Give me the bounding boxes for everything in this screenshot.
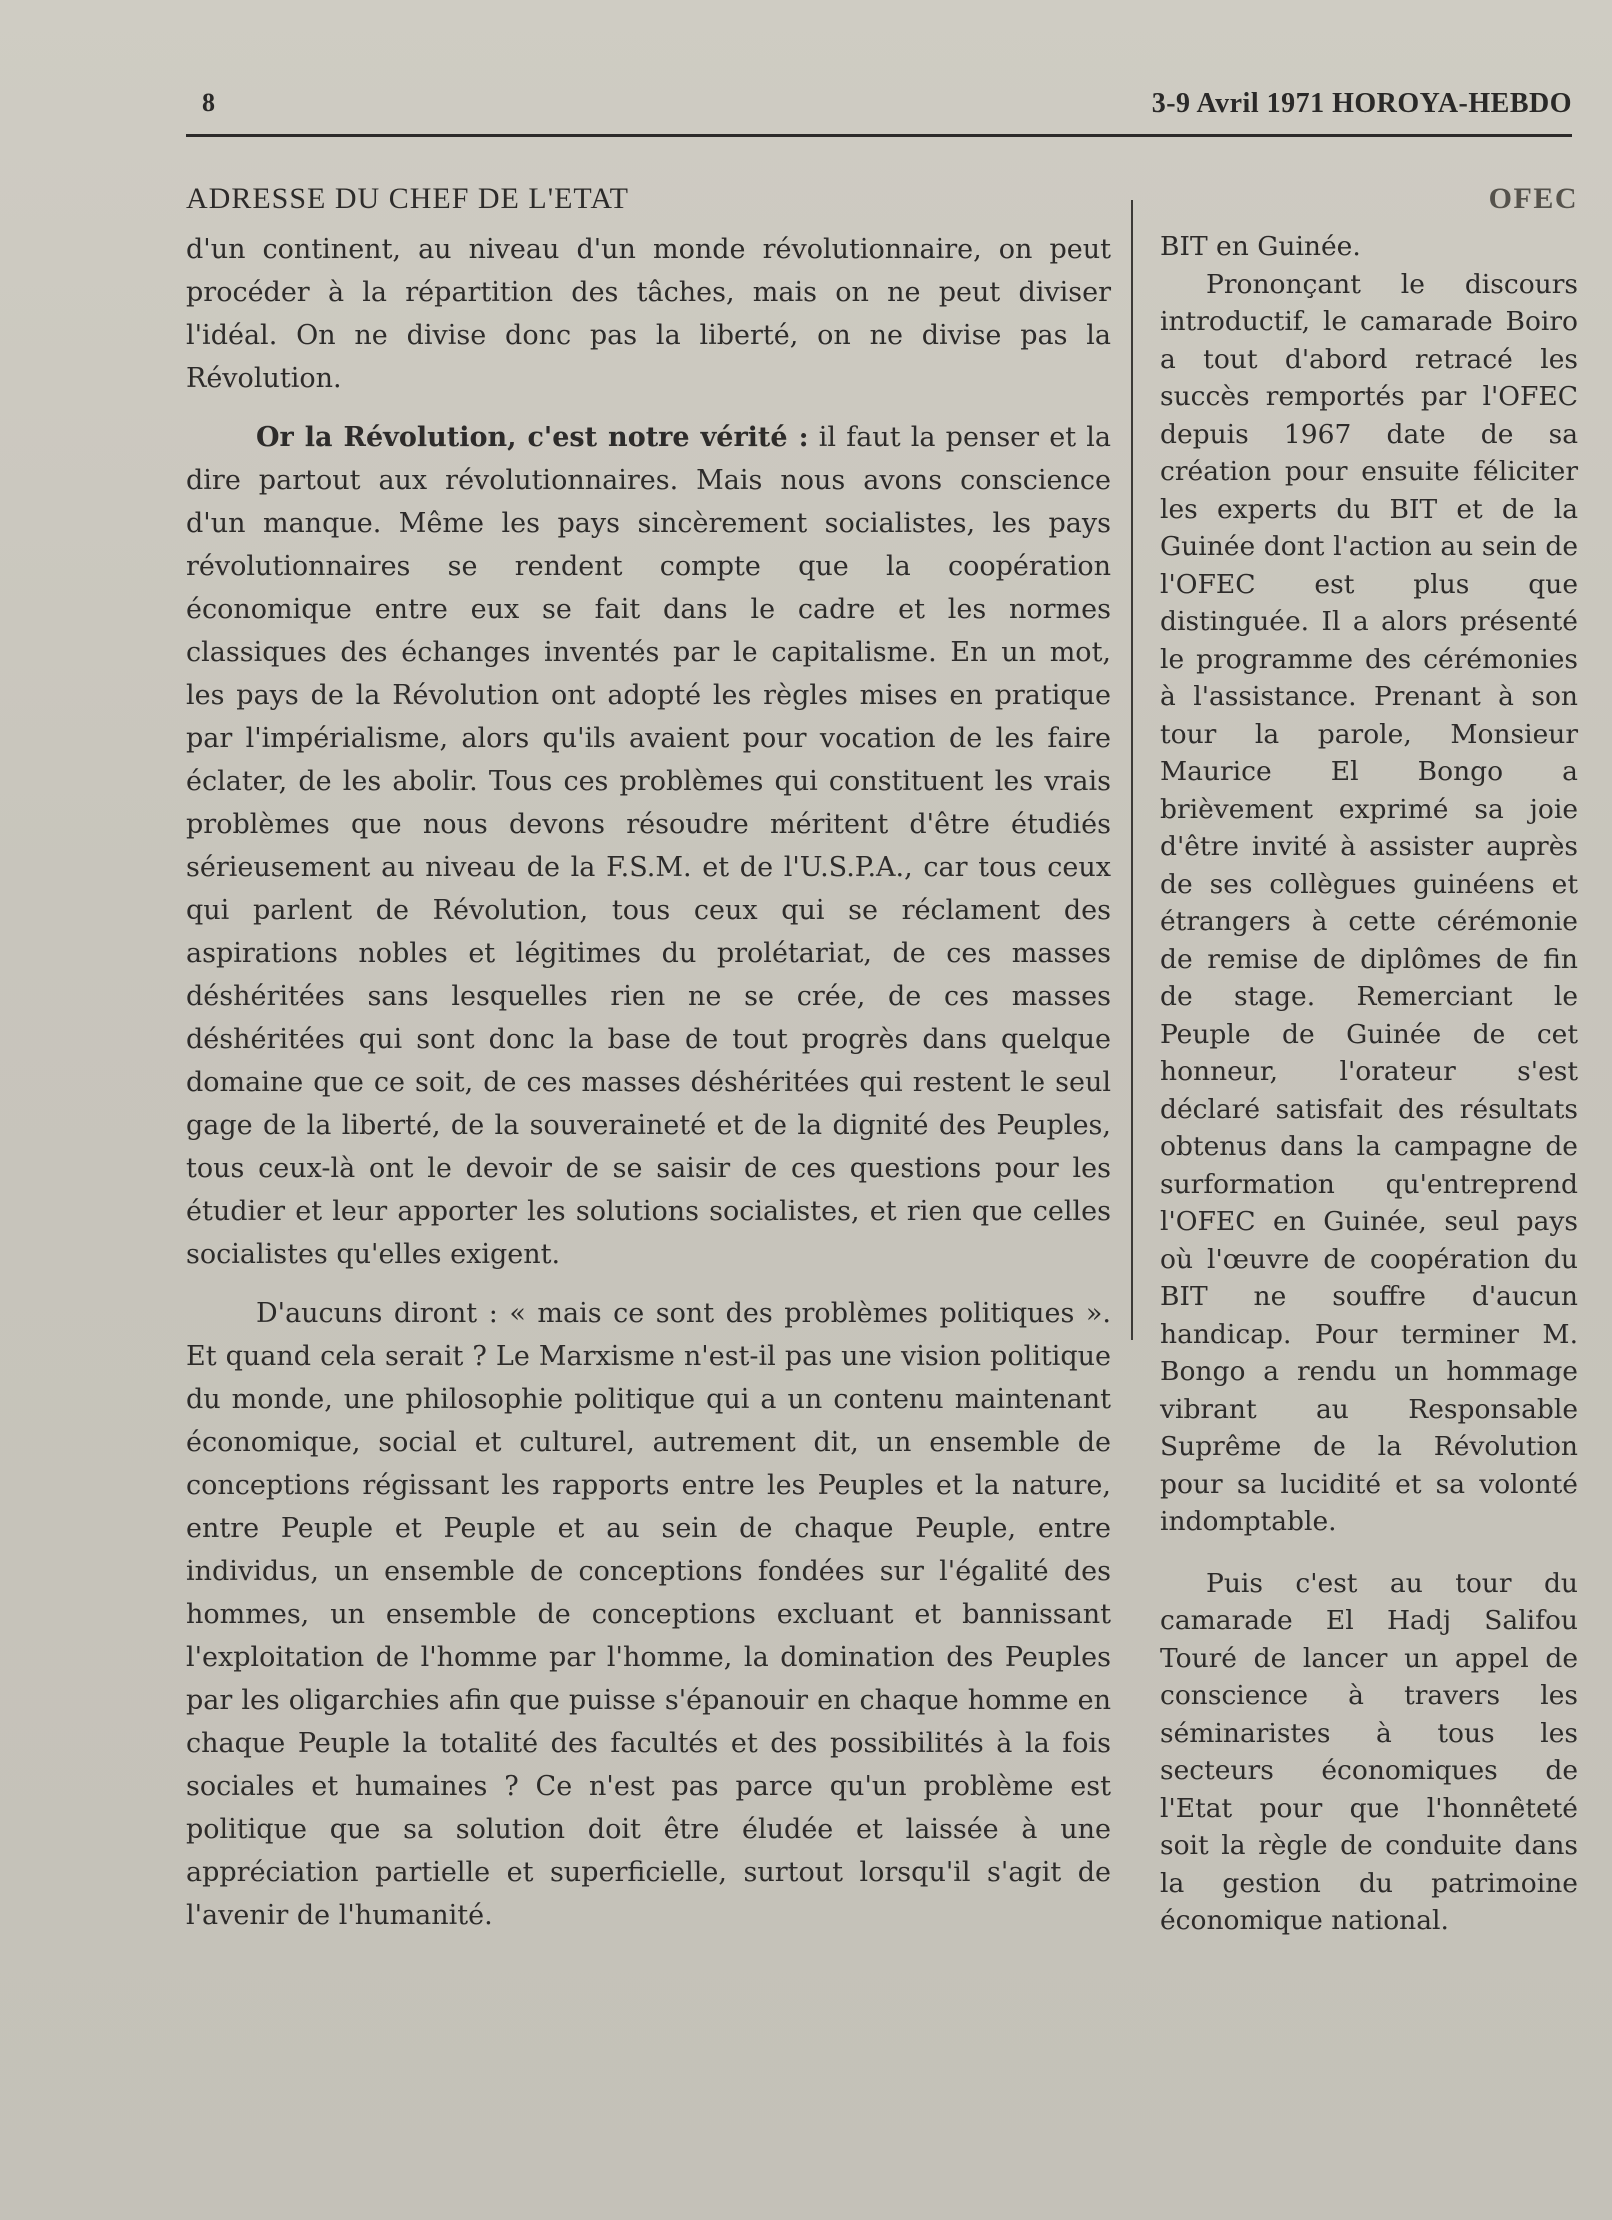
left-paragraph: [186, 1292, 1111, 1937]
left-paragraph: [186, 228, 1111, 400]
left-column: [186, 178, 1111, 1937]
right-column: [1160, 178, 1578, 1940]
issue-line: 3-9 Avril 1971 HOROYA-HEBDO: [1151, 88, 1572, 119]
page-number: 8: [202, 88, 215, 117]
right-paragraph: [1160, 266, 1578, 1541]
column-divider: [1131, 200, 1133, 1340]
paragraph-text: d'un continent, au niveau d'un monde révolutionnaire, on peut procéder à la répartition des tâches, mais on ne peut diviser l'idéal. On ne divise donc pas la liberté, on ne divise pas la Révolution.: [186, 234, 1111, 394]
paragraph-text: Prononçant le discours introductif, le camarade Boiro a tout d'abord retracé les succès remportés par l'OFEC depuis 1967 date de sa création pour ensuite féliciter les experts du BIT et de la Guinée dont l'action au sein de l'OFEC est plus que distinguée. Il a alors présenté le programme des cérémonies à l'assistance. Prenant à son tour la parole, Monsieur Maurice El Bongo a brièvement exprimé sa joie d'être invité à assister auprès de ses collègues guinéens et étrangers à cette cérémonie de remise de diplômes de fin de stage. Remerciant le Peuple de Guinée de cet honneur, l'orateur s'est déclaré satisfait des résultats obtenus dans la campagne de surformation qu'entreprend l'OFEC en Guinée, seul pays où l'œuvre de coopération du BIT ne souffre d'aucun handicap. Pour terminer M. Bongo a rendu un hommage vibrant au Responsable Suprême de la Révolution pour sa lucidité et sa volonté indomptable.: [1160, 268, 1578, 1537]
paragraph-text: BIT en Guinée.: [1160, 231, 1361, 262]
right-section-heading: OFEC: [1488, 182, 1578, 215]
page-header: [186, 88, 1572, 124]
paragraph-lead: Or la Révolution, c'est notre vérité :: [256, 422, 809, 453]
right-paragraph: [1160, 1565, 1578, 1940]
right-paragraph: [1160, 228, 1578, 266]
left-section-heading: ADRESSE DU CHEF DE L'ETAT: [186, 182, 630, 215]
paragraph-text: Puis c'est au tour du camarade El Hadj Salifou Touré de lancer un appel de conscience à travers les séminaristes à tous les secteurs économiques de l'Etat pour que l'honnêteté soit la règle de conduite dans la gestion du patrimoine économique national.: [1160, 1567, 1578, 1936]
paragraph-text: il faut la penser et la dire partout aux révolutionnaires. Mais nous avons conscience d'un manque. Même les pays sincèrement socialistes, les pays révolutionnaires se rendent compte que la coopération économique entre eux se fait dans le cadre et les normes classiques des échanges inventés par le capitalisme. En un mot, les pays de la Révolution ont adopté les règles mises en pratique par l'impérialisme, alors qu'ils avaient pour vocation de les faire éclater, de les abolir. Tous ces problèmes qui constituent les vrais problèmes que nous devons résoudre méritent d'être étudiés sérieusement au niveau de la F.S.M. et de l'U.S.P.A., car tous ceux qui parlent de Révolution, tous ceux qui se réclament des aspirations nobles et légitimes du prolétariat, de ces masses déshéritées sans lesquelles rien ne se crée, de ces masses déshéritées qui sont donc la base de tout progrès dans quelque domaine que ce soit, de ces masses déshéritées qui restent le seul gage de la liberté, de la souveraineté et de la dignité des Peuples, tous ceux-là ont le devoir de se saisir de ces questions pour les étudier et leur apporter les solutions socialistes, et rien que celles socialistes qu'elles exigent.: [186, 422, 1111, 1270]
left-paragraph: [186, 416, 1111, 1276]
paragraph-text: D'aucuns diront : « mais ce sont des problèmes politiques ». Et quand cela serait ? Le Marxisme n'est-il pas une vision politique du monde, une philosophie politique qui a un contenu maintenant économique, social et culturel, autrement dit, un ensemble de conceptions régissant les rapports entre les Peuples et la nature, entre Peuple et Peuple et au sein de chaque Peuple, entre individus, un ensemble de conceptions fondées sur l'égalité des hommes, un ensemble de conceptions excluant et bannissant l'exploitation de l'homme par l'homme, la domination des Peuples par les oligarchies afin que puisse s'épanouir en chaque homme en chaque Peuple la totalité des facultés et des possibilités à la fois sociales et humaines ? Ce n'est pas parce qu'un problème est politique que sa solution doit être éludée et laissée à une appréciation partielle et superficielle, surtout lorsqu'il s'agit de l'avenir de l'humanité.: [186, 1298, 1111, 1931]
header-rule: [186, 134, 1572, 137]
